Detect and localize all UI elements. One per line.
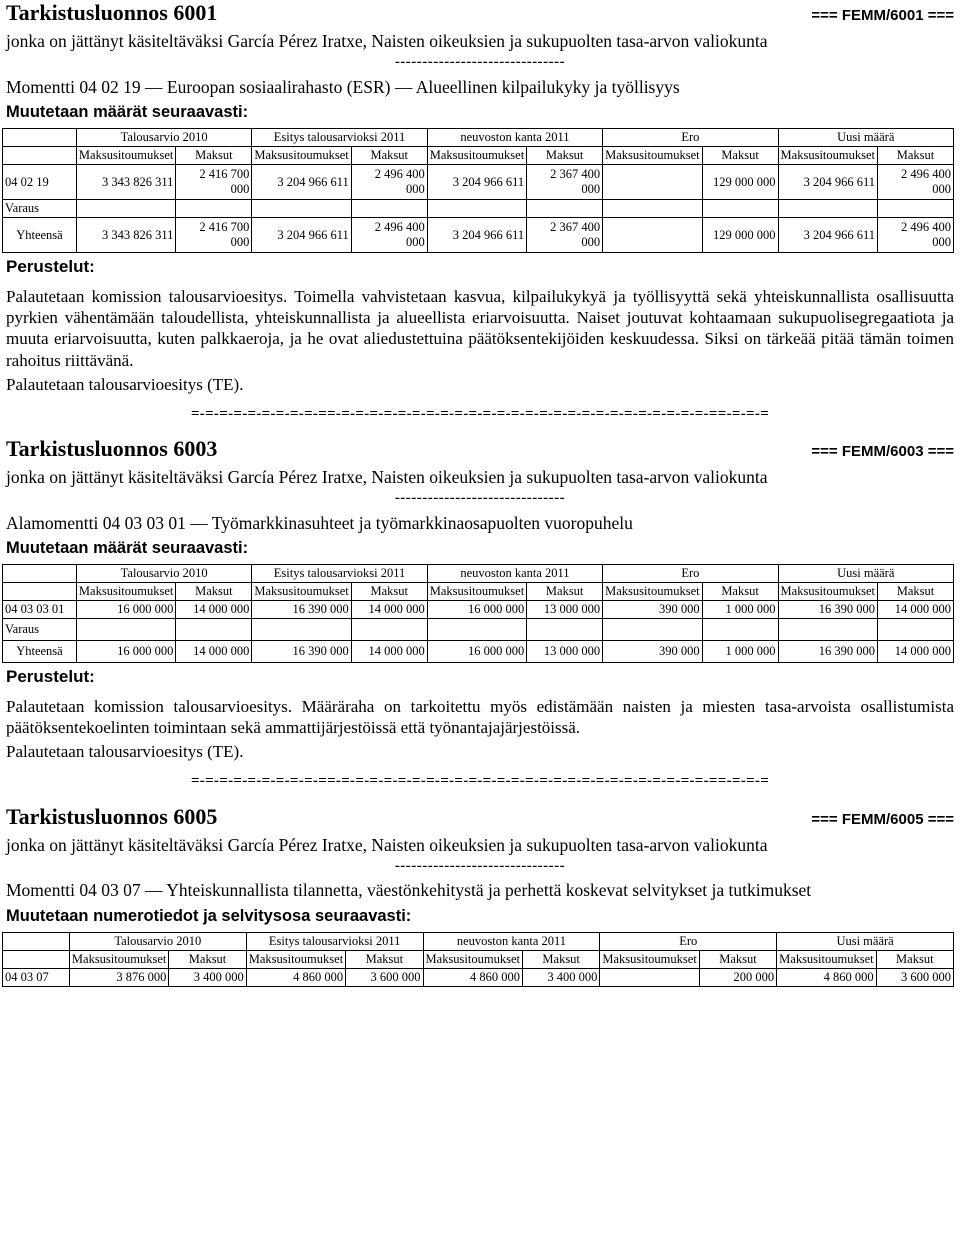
table-cell: 390 000	[603, 641, 702, 663]
amendment-author: jonka on jättänyt käsiteltäväksi García Pérez Iratxe, Naisten oikeuksien ja sukupuolten tasa-arvon valiokunta	[6, 466, 768, 487]
table-cell: 13 000 000	[527, 601, 603, 619]
modify-label: Muutetaan määrät seuraavasti:	[6, 539, 249, 558]
row-label: Varaus	[3, 200, 77, 218]
table-cell: 14 000 000	[176, 641, 252, 663]
table-corner	[3, 583, 77, 601]
col-header: Maksut	[699, 950, 776, 968]
table-cell: 2 416 700 000	[176, 165, 252, 200]
amendment-title: Tarkistusluonnos 6005	[6, 803, 218, 829]
amendment-separator: =-=-=-=-=-=-=-=-=-==-=-=-=-=-=-=-=-=-=-=-=-=-=-=-=-=-=-=-=-=-=-=-=-=-=-=-==-=-=-=	[190, 405, 770, 422]
col-header: Maksut	[702, 147, 778, 165]
justification-text: Palautetaan komission talousarvioesitys. Määräraha on tarkoitettu myös edistämään naisten ja miesten tasa-arvoista osallistumista päätöksentekoelinten toimintaan sekä ammattijärjestöissä että työnantajajärjestöissä.	[6, 696, 954, 738]
table-cell: 3 343 826 311	[76, 165, 175, 200]
modify-label: Muutetaan numerotiedot ja selvitysosa seuraavasti:	[6, 906, 412, 925]
table-cell: 3 204 966 611	[252, 218, 351, 253]
group-header: Esitys talousarvioksi 2011	[246, 932, 423, 950]
table-cell: 4 860 000	[423, 968, 522, 986]
group-header: neuvoston kanta 2011	[423, 932, 600, 950]
col-header: Maksusitoumukset	[603, 583, 702, 601]
group-header: Ero	[600, 932, 777, 950]
justification-label: Perustelut:	[6, 257, 95, 277]
col-header: Maksusitoumukset	[69, 950, 168, 968]
col-header: Maksut	[351, 583, 427, 601]
table-cell: 16 000 000	[76, 601, 175, 619]
group-header: Talousarvio 2010	[76, 129, 251, 147]
table-cell	[600, 968, 699, 986]
group-header: Ero	[603, 129, 778, 147]
document-page	[6, 0, 954, 987]
table-cell: 16 390 000	[778, 601, 877, 619]
table-cell: 16 390 000	[778, 641, 877, 663]
amendment-title: Tarkistusluonnos 6001	[6, 0, 218, 25]
group-header: neuvoston kanta 2011	[427, 565, 602, 583]
group-header: Ero	[603, 565, 778, 583]
table-cell: 390 000	[603, 601, 702, 619]
table-cell: 3 204 966 611	[427, 165, 526, 200]
col-header: Maksusitoumukset	[778, 583, 877, 601]
table-cell: 3 400 000	[522, 968, 599, 986]
table-cell: 14 000 000	[351, 641, 427, 663]
group-header: Uusi määrä	[777, 932, 954, 950]
table-cell: 129 000 000	[702, 165, 778, 200]
col-header: Maksut	[878, 583, 954, 601]
table-cell: 2 416 700 000	[176, 218, 252, 253]
table-cell: 3 204 966 611	[252, 165, 351, 200]
table-cell: 3 204 966 611	[778, 218, 877, 253]
dash-separator: -------------------------------	[394, 490, 566, 507]
justification-label: Perustelut:	[6, 667, 95, 687]
group-header: neuvoston kanta 2011	[427, 129, 602, 147]
amendment-ref: === FEMM/6001 ===	[811, 7, 954, 24]
group-header: Esitys talousarvioksi 2011	[252, 565, 427, 583]
col-header: Maksusitoumukset	[777, 950, 876, 968]
col-header: Maksusitoumukset	[778, 147, 877, 165]
col-header: Maksut	[351, 147, 427, 165]
table-cell: 2 367 400 000	[527, 218, 603, 253]
col-header: Maksusitoumukset	[252, 583, 351, 601]
budget-line-heading: Alamomentti 04 03 03 01 — Työmarkkinasuhteet ja työmarkkinaosapuolten vuoropuhelu	[6, 512, 633, 533]
budget-line-heading: Momentti 04 03 07 — Yhteiskunnallista tilannetta, väestönkehitystä ja perhettä koskevat selvitykset ja tutkimukset	[6, 880, 812, 901]
budget-table	[2, 564, 954, 663]
col-header: Maksusitoumukset	[76, 147, 175, 165]
col-header: Maksut	[522, 950, 599, 968]
col-header: Maksusitoumukset	[600, 950, 699, 968]
table-cell: 4 860 000	[246, 968, 345, 986]
budget-table	[2, 128, 954, 253]
dash-separator: -------------------------------	[394, 857, 566, 874]
table-cell: 1 000 000	[702, 641, 778, 663]
table-cell: 2 496 400 000	[351, 165, 427, 200]
col-header: Maksusitoumukset	[246, 950, 345, 968]
col-header: Maksut	[527, 147, 603, 165]
row-label: Varaus	[3, 619, 77, 641]
row-label: Yhteensä	[3, 641, 77, 663]
amendment-author: jonka on jättänyt käsiteltäväksi García Pérez Iratxe, Naisten oikeuksien ja sukupuolten tasa-arvon valiokunta	[6, 834, 768, 855]
col-header: Maksut	[176, 583, 252, 601]
table-cell: 200 000	[699, 968, 776, 986]
group-header: Talousarvio 2010	[76, 565, 251, 583]
table-cell: 3 400 000	[169, 968, 246, 986]
amendment-ref: === FEMM/6005 ===	[811, 810, 954, 828]
group-header: Esitys talousarvioksi 2011	[252, 129, 427, 147]
group-header: Talousarvio 2010	[69, 932, 246, 950]
col-header: Maksut	[346, 950, 423, 968]
table-cell: 14 000 000	[176, 601, 252, 619]
table-cell: 16 000 000	[76, 641, 175, 663]
col-header: Maksut	[702, 583, 778, 601]
closing-text: Palautetaan talousarvioesitys (TE).	[6, 374, 244, 394]
row-label: 04 02 19	[3, 165, 77, 200]
table-cell: 16 390 000	[252, 641, 351, 663]
col-header: Maksusitoumukset	[423, 950, 522, 968]
amendment-6001	[6, 0, 954, 422]
modify-label: Muutetaan määrät seuraavasti:	[6, 103, 249, 122]
table-cell: 16 390 000	[252, 601, 351, 619]
col-header: Maksusitoumukset	[252, 147, 351, 165]
table-cell: 3 600 000	[346, 968, 423, 986]
table-cell: 16 000 000	[427, 601, 526, 619]
dash-separator: -------------------------------	[394, 54, 566, 71]
table-cell: 3 876 000	[69, 968, 168, 986]
table-corner	[3, 932, 70, 950]
amendment-author: jonka on jättänyt käsiteltäväksi García Pérez Iratxe, Naisten oikeuksien ja sukupuolten tasa-arvon valiokunta	[6, 30, 768, 51]
row-label: 04 03 03 01	[3, 601, 77, 619]
table-cell: 3 343 826 311	[76, 218, 175, 253]
table-corner	[3, 129, 77, 147]
col-header: Maksut	[878, 147, 954, 165]
col-header: Maksut	[527, 583, 603, 601]
table-cell: 16 000 000	[427, 641, 526, 663]
closing-text: Palautetaan talousarvioesitys (TE).	[6, 742, 244, 762]
amendment-title: Tarkistusluonnos 6003	[6, 436, 218, 462]
table-cell	[603, 165, 702, 200]
col-header: Maksusitoumukset	[427, 583, 526, 601]
table-corner	[3, 147, 77, 165]
col-header: Maksusitoumukset	[427, 147, 526, 165]
table-cell: 14 000 000	[351, 601, 427, 619]
table-cell: 4 860 000	[777, 968, 876, 986]
table-cell: 3 600 000	[876, 968, 953, 986]
table-cell: 14 000 000	[878, 641, 954, 663]
col-header: Maksut	[176, 147, 252, 165]
table-corner	[3, 565, 77, 583]
amendment-6005	[6, 804, 954, 987]
budget-line-heading: Momentti 04 02 19 — Euroopan sosiaalirahasto (ESR) — Alueellinen kilpailukyky ja työllisyys	[6, 76, 680, 97]
amendment-ref: === FEMM/6003 ===	[811, 443, 954, 461]
table-cell: 1 000 000	[702, 601, 778, 619]
table-cell: 2 496 400 000	[351, 218, 427, 253]
col-header: Maksusitoumukset	[76, 583, 175, 601]
row-label: 04 03 07	[3, 968, 70, 986]
table-cell: 2 367 400 000	[527, 165, 603, 200]
table-cell	[603, 218, 702, 253]
col-header: Maksut	[876, 950, 953, 968]
table-cell: 2 496 400 000	[878, 165, 954, 200]
justification-text: Palautetaan komission talousarvioesitys. Toimella vahvistetaan kasvua, kilpailukykyä ja työllisyyttä sekä yhteiskunnallista osallisuutta pyrkien vähentämään taloudellista, yhteiskunnallista ja alueellista eriarvoisuutta. Naiset joutuvat kohtaamaan sukupuolisegregaatiota ja muuta eriarvoisuutta, kuten palkkaeroja, ja he ovat aliedustettuina päätöksentekijöiden keskuudessa. Siksi on tärkeää pitää tämän toimen rahoitus riittävänä.	[6, 286, 954, 370]
row-label: Yhteensä	[3, 218, 77, 253]
amendment-6003	[6, 436, 954, 790]
col-header: Maksut	[169, 950, 246, 968]
table-cell: 13 000 000	[527, 641, 603, 663]
table-cell: 129 000 000	[702, 218, 778, 253]
budget-table	[2, 932, 954, 987]
amendment-separator: =-=-=-=-=-=-=-=-=-==-=-=-=-=-=-=-=-=-=-=-=-=-=-=-=-=-=-=-=-=-=-=-=-=-=-=-==-=-=-=	[190, 773, 770, 790]
table-cell: 3 204 966 611	[427, 218, 526, 253]
table-cell: 2 496 400 000	[878, 218, 954, 253]
group-header: Uusi määrä	[778, 129, 953, 147]
col-header: Maksusitoumukset	[603, 147, 702, 165]
group-header: Uusi määrä	[778, 565, 953, 583]
table-cell: 3 204 966 611	[778, 165, 877, 200]
table-cell: 14 000 000	[878, 601, 954, 619]
table-corner	[3, 950, 70, 968]
